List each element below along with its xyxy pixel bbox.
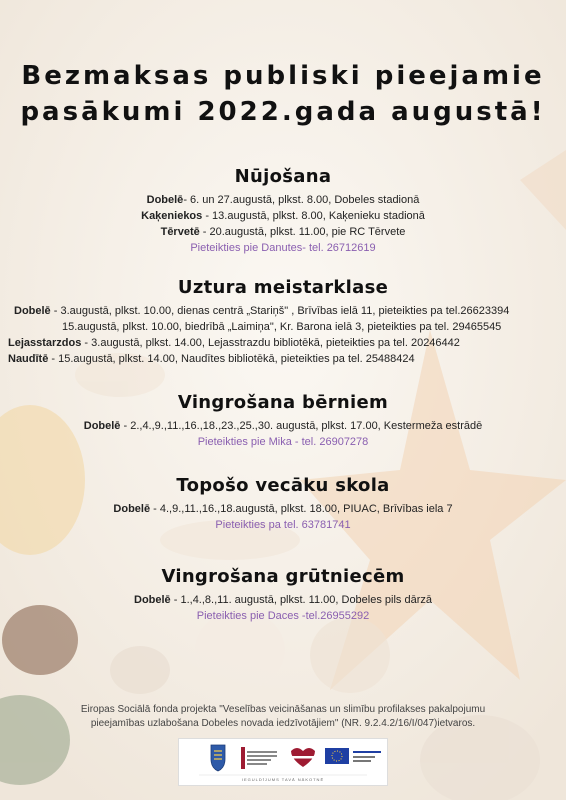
logos-slogan: IEGULDĪJUMS TAVĀ NĀKOTNĒ: [241, 777, 325, 782]
nap-logo-icon: [241, 747, 277, 769]
event-details: - 3.augustā, plkst. 10.00, dienas centrā „Stariņš" , Brīvības ielā 11, pieteikties pa tel.26623394: [50, 305, 510, 317]
event-details: - 6. un 27.augustā, plkst. 8.00, Dobeles stadionā: [183, 194, 420, 206]
event-line: [0, 303, 566, 319]
event-place: Dobelē: [14, 305, 51, 317]
event-details: - 2.,4.,9.,11.,16.,18.,23.,25.,30. augustā, plkst. 17.00, Kestermeža estrādē: [120, 420, 483, 432]
registration-contact: Pieteikties pie Mika - tel. 26907278: [197, 436, 369, 448]
event-details: - 3.augustā, plkst. 14.00, Lejasstrazdu bibliotēkā, pieteikties pa tel. 20246442: [81, 337, 460, 349]
event-line: [0, 351, 566, 367]
title-line-1: Bezmaksas publiski pieejamie: [21, 61, 545, 91]
esf-text-icon: [353, 751, 381, 762]
section-nordic-walking: [0, 166, 566, 256]
section-heading: Uztura meistarklase: [177, 277, 389, 298]
poster-title: [0, 58, 566, 130]
event-line: [0, 335, 566, 351]
event-place: Lejasstarzdos: [8, 337, 82, 349]
event-details: - 1.,4.,8.,11. augustā, plkst. 11.00, Dobeles pils dārzā: [170, 594, 432, 606]
event-place: Tērvetē: [160, 226, 200, 238]
section-heading: Nūjošana: [234, 166, 332, 187]
section-pregnancy-exercise: [0, 566, 566, 624]
registration-contact: Pieteikties pie Danutes- tel. 26712619: [190, 242, 376, 254]
footnote-line-2: pieejamības uzlabošana Dobeles novada iedzīvotājiem" (NR. 9.2.4.2/16/I/047)ietvaros.: [90, 718, 476, 729]
event-line: [0, 319, 566, 335]
section-heading: Vingrošana grūtniecēm: [161, 566, 405, 587]
event-line: [0, 592, 566, 608]
section-heading: Vingrošana bērniem: [177, 392, 389, 413]
event-place: Naudītē: [8, 353, 49, 365]
latvia-flag-heart-icon: [289, 748, 317, 767]
event-place: Dobelē: [134, 594, 171, 606]
event-line: [0, 192, 566, 208]
eu-flag-icon: [325, 748, 349, 764]
event-details: - 4.,9.,11.,16.,18.augustā, plkst. 18.00, PIUAC, Brīvības iela 7: [150, 503, 453, 515]
event-line: [0, 224, 566, 240]
event-place: Dobelē: [113, 503, 151, 515]
event-details: - 15.augustā, plkst. 14.00, Naudītes bibliotēkā, pieteikties pa tel. 25488424: [48, 353, 415, 365]
event-place: Dobelē: [83, 420, 121, 432]
project-footnote: [30, 703, 536, 731]
event-details: - 13.augustā, plkst. 8.00, Kaķenieku stadionā: [202, 210, 425, 222]
event-line: [0, 418, 566, 434]
section-heading: Topošo vecāku skola: [176, 475, 390, 496]
event-place: Dobelē: [146, 194, 184, 206]
dobele-coat-of-arms-icon: [211, 745, 225, 771]
event-line: [0, 208, 566, 224]
funding-logos-bar: [178, 738, 388, 786]
section-nutrition-masterclass: [0, 277, 566, 367]
footnote-line-1: Eiropas Sociālā fonda projekta "Veselības veicināšanas un slimību profilakses pakalpojumu: [80, 704, 486, 715]
event-details: - 20.augustā, plkst. 11.00, pie RC Tērvete: [199, 226, 406, 238]
section-parents-school: [0, 475, 566, 533]
registration-contact: Pieteikties pa tel. 63781741: [215, 519, 351, 531]
event-place: Kaķeniekos: [141, 210, 203, 222]
title-line-2: pasākumi 2022.gada augustā!: [20, 97, 546, 127]
event-line: [0, 501, 566, 517]
event-details: 15.augustā, plkst. 10.00, biedrībā „Laimiņa", Kr. Barona ielā 3, pieteikties pa tel. 29465545: [62, 321, 502, 333]
registration-contact: Pieteikties pie Daces -tel.26955292: [196, 610, 370, 622]
section-kids-exercise: [0, 392, 566, 450]
